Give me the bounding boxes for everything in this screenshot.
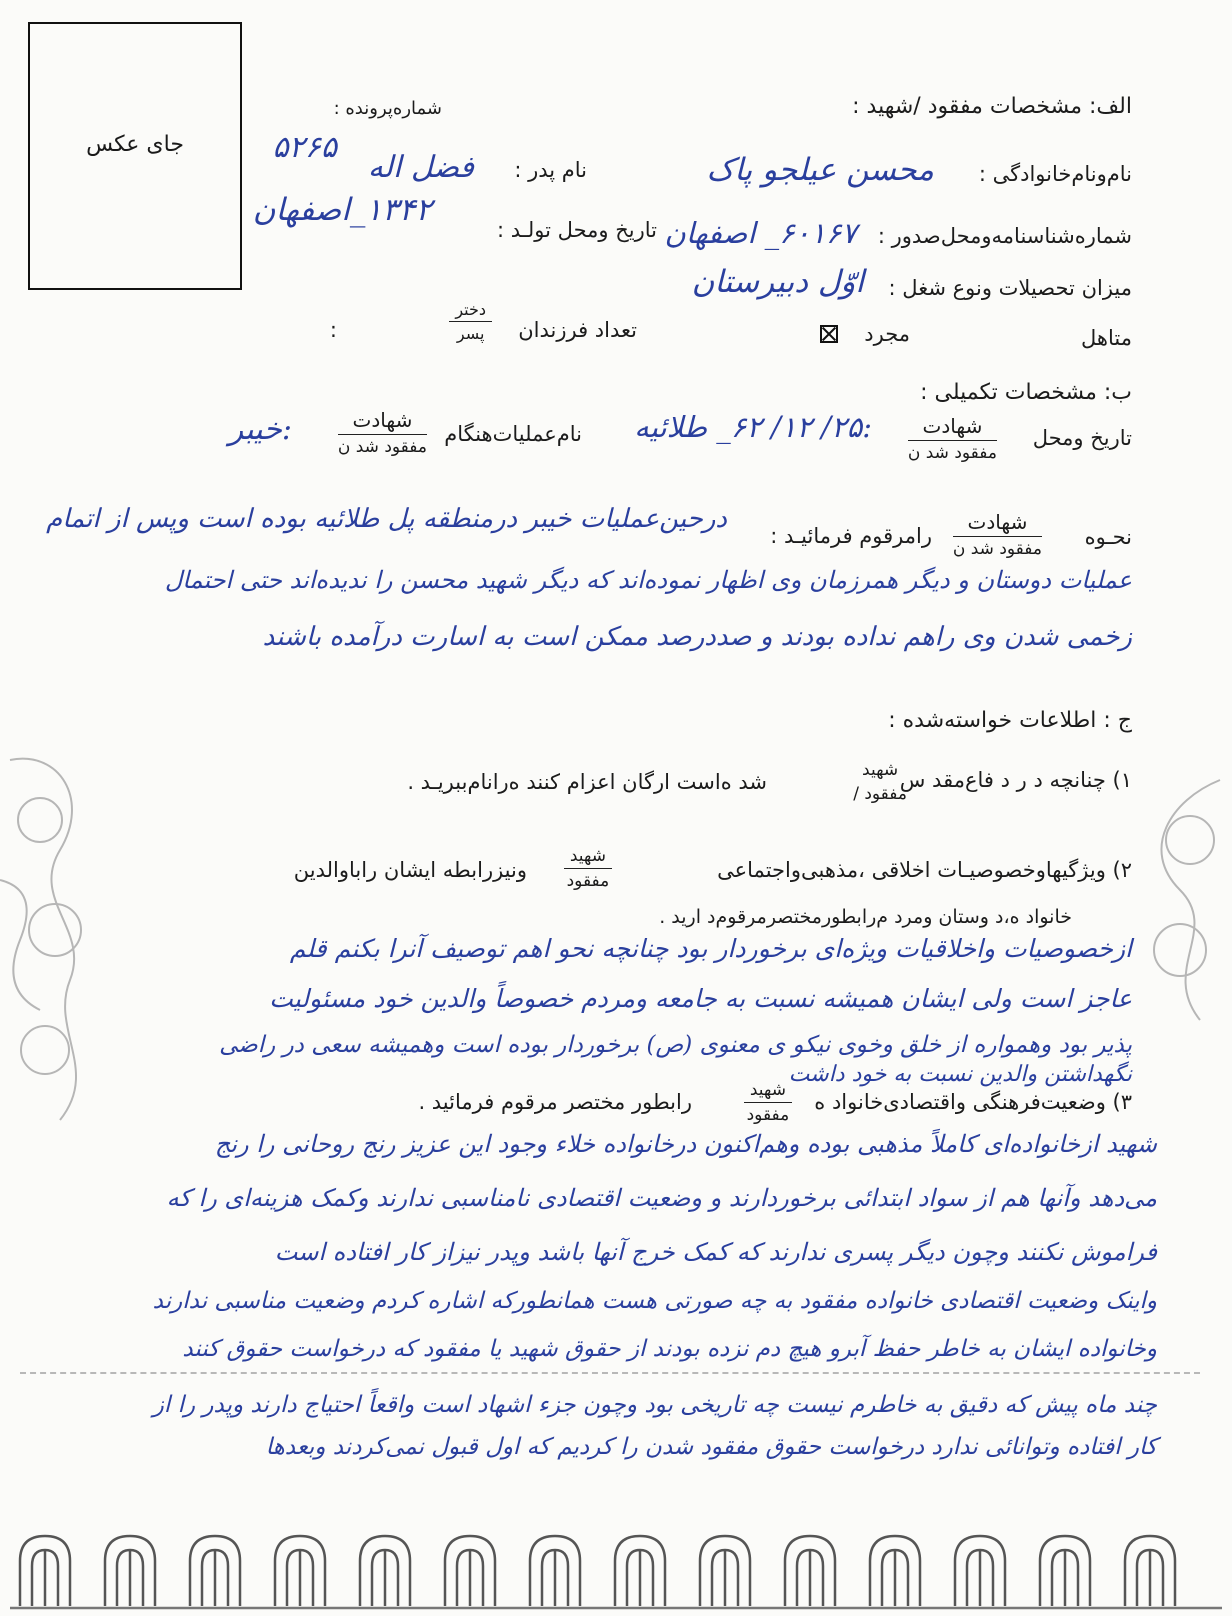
q3-answer-line: فراموش نکنند وچون دیگر پسری ندارند که کمک خرج آنها باشد وپدر نیزاز کار افتاده است — [274, 1238, 1157, 1266]
manner-missing: مفقود شد ن — [952, 539, 1042, 559]
son-label: پسر — [456, 324, 485, 343]
q3-answer-line: شهید ازخانواده‌ای کاملاً مذهبی بوده وهم‌اکنون درخانواده خلاء وجود این عزیز رنج روحانی را رنج — [214, 1130, 1157, 1158]
birth-label: تاریخ ومحل تولـد : — [496, 218, 657, 242]
date-place-value: :۲۵/ ۱۲/ ۶۲_ طلائیه — [634, 410, 872, 444]
q3-answer-line: می‌دهد وآنها هم از سواد ابتدائی برخوردارند و وضعیت اقتصادی نامناسبی ندارند وکمک هزینه‌ای را که — [166, 1184, 1157, 1212]
q3-answer-line: چند ماه پیش که دقیق به خاطرم نیست چه تاریخی بود وچون جزء اشهاد است واقعاً احتیاج دارند وپدر را از — [152, 1392, 1157, 1418]
name-label: نام‌ونام‌خانوادگی : — [978, 162, 1132, 186]
q2-prefix: ۲) ویژگیهاوخصوصیـات اخلاقی ،مذهبی‌واجتماعی — [717, 858, 1132, 882]
operation-label: نام‌عملیات‌هنگام — [444, 422, 582, 446]
q3-martyr: شهید — [744, 1080, 792, 1103]
q2-suffix: ونیزرابطه ایشان رابا‌والدین — [293, 858, 527, 882]
operation-martyrdom: شهادت — [338, 408, 427, 435]
manner-line: عملیات دوستان و دیگر همرزمان وی اظهار نموده‌اند که دیگر شهید محسن را ندیده‌اند حتی احتمال — [164, 566, 1132, 594]
photo-placeholder-label: جای عکس — [86, 132, 184, 157]
children-colon: : — [329, 318, 337, 342]
file-number-value: ۵۲۶۵ — [272, 130, 337, 165]
id-number-value: ۶۰۱۶۷_ اصفهان — [664, 216, 857, 250]
q1-missing: مفقود / — [853, 784, 907, 804]
q2-fraction — [564, 846, 612, 891]
bottom-border-decoration — [0, 1516, 1232, 1616]
q2-missing: مفقود — [566, 871, 610, 891]
q1-fraction — [853, 760, 907, 804]
q3-answer-line: کار افتاده وتوانائی ندارد درخواست حقوق مفقود شدن را کردیم که اول قبول نمی‌کردند وبعدها — [265, 1434, 1157, 1460]
children-fraction — [449, 300, 492, 343]
q2-answer-line: نگهداشتن والدین نسبت به خود داشت — [788, 1062, 1132, 1087]
q3-missing: مفقود — [746, 1105, 790, 1125]
education-label: میزان تحصیلات ونوع شغل : — [888, 276, 1132, 300]
section-a-heading: الف: مشخصات مفقود /شهید : — [852, 94, 1132, 119]
q3-prefix: ۳) وضعیت‌فرهنگی واقتصادی‌خانواد ه — [814, 1090, 1132, 1114]
section-c-heading: ج : اطلاعات خواسته‌شده : — [888, 708, 1132, 733]
manner-label: نحـوه — [1084, 525, 1132, 549]
section-b-heading: ب: مشخصات تکمیلی : — [920, 380, 1132, 405]
single-label: مجرد — [864, 322, 910, 346]
birth-value: ۱۳۴۲_اصفهان — [252, 192, 432, 228]
q2-answer-line: پذیر بود وهمواره از خلق وخوی نیکو ی معنوی (ص) برخوردار بوده است وهمیشه سعی در راضی — [219, 1032, 1132, 1058]
name-value: محسن عیلجو پاک — [706, 152, 934, 188]
date-place-missing: مفقود شد ن — [907, 443, 997, 463]
left-ornament-decoration — [0, 740, 120, 1160]
q1-prefix: ۱) چنانچه د ر د فاع‌مقد س — [899, 768, 1132, 792]
photo-placeholder-box — [28, 22, 242, 290]
q2-answer-line: ازخصوصیات واخلاقیات ویژه‌ای برخوردار بود چنانچه نحو اهم توصیف آنرا بکنم قلم — [289, 934, 1132, 963]
manner-line: درحین‌عملیات خیبر درمنطقه پل طلائیه بوده است وپس از اتمام — [46, 504, 727, 534]
date-place-fraction — [908, 414, 997, 463]
operation-fraction — [338, 408, 427, 457]
operation-value: :خیبر — [228, 412, 292, 447]
daughter-label: دختر — [449, 300, 492, 322]
q3-answer-line: وخانواده ایشان به خاطر حفظ آبرو هیچ دم نزده بودند از حقوق شهید یا مفقود که درخواست حقوق کنند — [182, 1336, 1157, 1362]
q3-fraction — [744, 1080, 792, 1125]
children-count-label: تعداد فرزندان — [518, 318, 637, 342]
manner-line: زخمی شدن وی راهم نداده بودند و صددرصد ممکن است به اسارت درآمده باشند — [262, 622, 1132, 652]
father-name-label: نام پدر : — [514, 158, 587, 182]
manner-suffix: رامرقوم فرمائیـد : — [770, 524, 932, 548]
right-ornament-decoration — [1100, 770, 1232, 1030]
q3-suffix: رابطور مختصر مرقوم فرمائید . — [418, 1090, 692, 1114]
fold-line — [20, 1372, 1200, 1374]
q1-suffix: شد ه‌است ارگان اعزام کنند ه‌رانام‌ببریـد . — [407, 770, 767, 794]
q3-answer-line: واینک وضعیت اقتصادی خانواده مفقود به چه صورتی هست همانطورکه اشاره کردم وضعیت مناسبی ندارند — [152, 1288, 1157, 1314]
manner-martyrdom: شهادت — [953, 510, 1042, 537]
file-number-label: شماره‌پرونده : — [333, 98, 442, 119]
manner-fraction — [953, 510, 1042, 559]
father-name-value: فضل اله — [367, 150, 474, 185]
q2-answer-line: عاجز است ولی ایشان همیشه نسبت به جامعه ومردم خصوصاً والدین خود مسئولیت — [269, 984, 1132, 1013]
q1-martyr: شهید — [862, 760, 899, 780]
q2-line2: خانواد ه،د وستان ومرد م‌رابطورمختصرمرقوم‌د ارید . — [659, 906, 1072, 928]
date-place-martyrdom: شهادت — [908, 414, 997, 441]
q2-martyr: شهید — [564, 846, 612, 869]
id-number-label: شماره‌شناسنامه‌ومحل‌صدور : — [877, 224, 1132, 248]
single-checkbox[interactable] — [820, 325, 838, 343]
date-place-label: تاریخ ومحل — [1032, 426, 1132, 450]
education-value: اوّل دبیرستان — [691, 264, 864, 300]
operation-missing: مفقود شد ن — [337, 437, 427, 457]
married-label: متاهل — [1081, 326, 1132, 350]
